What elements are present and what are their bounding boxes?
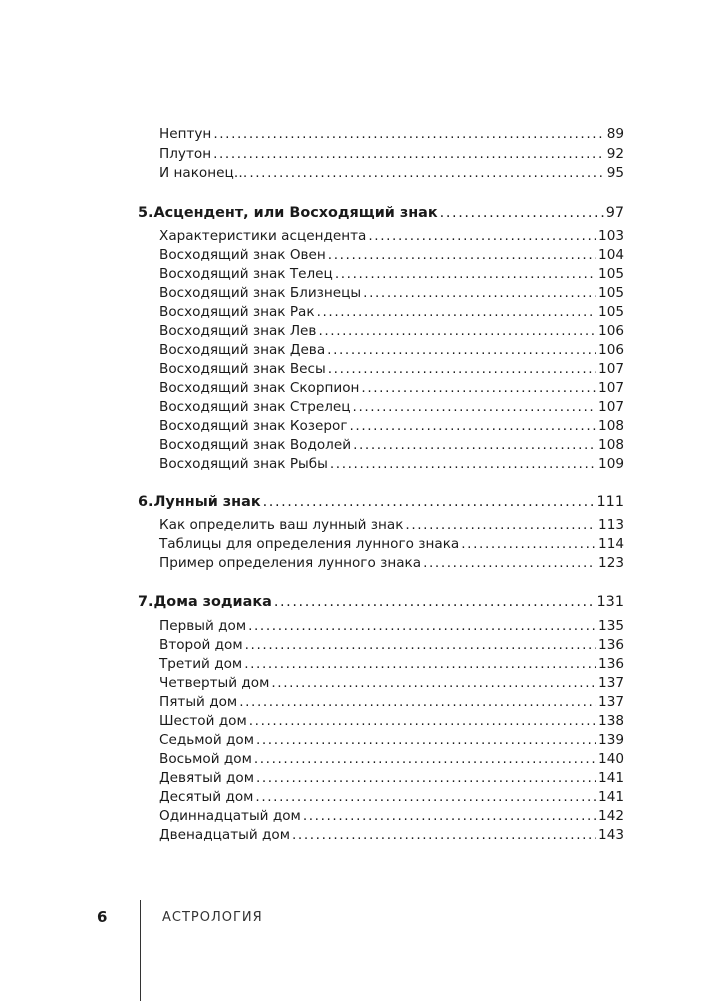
entry-title: Восходящий знак Весы bbox=[159, 361, 326, 377]
entry-title: Восходящий знак Водолей bbox=[159, 437, 352, 453]
entry-page-number: 106 bbox=[598, 342, 624, 358]
dot-leader bbox=[263, 493, 595, 511]
dot-leader bbox=[244, 655, 596, 673]
toc-entry bbox=[159, 398, 624, 416]
toc-entry bbox=[159, 164, 624, 182]
toc-entry bbox=[159, 341, 624, 359]
toc-entry bbox=[159, 674, 624, 692]
toc-entry bbox=[159, 436, 624, 454]
entry-page-number: 138 bbox=[598, 713, 624, 729]
dot-leader bbox=[303, 807, 596, 825]
entry-title: Лунный знак bbox=[153, 494, 261, 510]
toc-entry bbox=[159, 265, 624, 283]
entry-page-number: 136 bbox=[598, 637, 624, 653]
entry-title: Восходящий знак Овен bbox=[159, 247, 326, 263]
dot-leader bbox=[363, 284, 596, 302]
entry-page-number: 105 bbox=[598, 304, 624, 320]
dot-leader bbox=[328, 246, 596, 264]
entry-title: Восьмой дом bbox=[159, 751, 252, 767]
entry-page-number: 114 bbox=[598, 536, 624, 552]
entry-title: Плутон bbox=[159, 146, 212, 162]
dot-leader bbox=[239, 693, 596, 711]
entry-title: Восходящий знак Дева bbox=[159, 342, 326, 358]
dot-leader bbox=[368, 227, 596, 245]
dot-leader bbox=[254, 750, 596, 768]
entry-title: Второй дом bbox=[159, 637, 243, 653]
entry-page-number: 141 bbox=[598, 789, 624, 805]
entry-title: И наконец… bbox=[159, 165, 248, 181]
toc-entry bbox=[159, 360, 624, 378]
entry-page-number: 104 bbox=[598, 247, 624, 263]
dot-leader bbox=[256, 731, 596, 749]
entry-title: Восходящий знак Стрелец bbox=[159, 399, 351, 415]
toc-chapter-entry bbox=[138, 204, 624, 222]
toc-entry bbox=[159, 303, 624, 321]
toc-entry bbox=[159, 617, 624, 635]
entry-title: Седьмой дом bbox=[159, 732, 254, 748]
entry-page-number: 143 bbox=[598, 827, 624, 843]
entry-page-number: 136 bbox=[598, 656, 624, 672]
entry-page-number: 92 bbox=[606, 146, 624, 162]
entry-page-number: 107 bbox=[598, 380, 624, 396]
toc-entry bbox=[159, 125, 624, 143]
dot-leader bbox=[213, 145, 605, 163]
entry-page-number: 107 bbox=[598, 399, 624, 415]
toc-entry bbox=[159, 655, 624, 673]
toc-entry bbox=[159, 712, 624, 730]
entry-title: Восходящий знак Лев bbox=[159, 323, 317, 339]
entry-title: Характеристики асцендента bbox=[159, 228, 367, 244]
toc-chapter-entry bbox=[138, 593, 624, 611]
toc-entry bbox=[159, 788, 624, 806]
dot-leader bbox=[318, 322, 596, 340]
entry-page-number: 113 bbox=[598, 517, 624, 533]
dot-leader bbox=[349, 417, 596, 435]
entry-page-number: 111 bbox=[596, 494, 624, 510]
toc-entry bbox=[159, 516, 624, 534]
entry-page-number: 137 bbox=[598, 694, 624, 710]
entry-title: Восходящий знак Рак bbox=[159, 304, 315, 320]
toc-entry bbox=[159, 636, 624, 654]
entry-page-number: 137 bbox=[598, 675, 624, 691]
entry-title: Дома зодиака bbox=[153, 594, 272, 610]
dot-leader bbox=[335, 265, 596, 283]
page-number: 6 bbox=[97, 908, 108, 926]
toc-entry bbox=[159, 379, 624, 397]
dot-leader bbox=[353, 436, 596, 454]
dot-leader bbox=[423, 554, 596, 572]
entry-title: Пример определения лунного знака bbox=[159, 555, 422, 571]
entry-page-number: 103 bbox=[598, 228, 624, 244]
dot-leader bbox=[317, 303, 596, 321]
chapter-number: 7. bbox=[138, 594, 154, 610]
toc-entry bbox=[159, 535, 624, 553]
entry-page-number: 108 bbox=[598, 418, 624, 434]
entry-title: Двенадцатый дом bbox=[159, 827, 290, 843]
dot-leader bbox=[330, 455, 596, 473]
entry-page-number: 123 bbox=[598, 555, 624, 571]
entry-title: Десятый дом bbox=[159, 789, 254, 805]
toc-entry bbox=[159, 246, 624, 264]
entry-title: Восходящий знак Козерог bbox=[159, 418, 348, 434]
entry-page-number: 97 bbox=[605, 205, 624, 221]
toc-entry bbox=[159, 769, 624, 787]
entry-title: Восходящий знак Рыбы bbox=[159, 456, 328, 472]
toc-entry bbox=[159, 731, 624, 749]
entry-page-number: 109 bbox=[598, 456, 624, 472]
entry-page-number: 140 bbox=[598, 751, 624, 767]
chapter-number: 5. bbox=[138, 205, 154, 221]
entry-page-number: 141 bbox=[598, 770, 624, 786]
dot-leader bbox=[327, 341, 596, 359]
entry-title: Асцендент, или Восходящий знак bbox=[153, 205, 438, 221]
dot-leader bbox=[361, 379, 596, 397]
entry-title: Нептун bbox=[159, 126, 212, 142]
dot-leader bbox=[255, 788, 596, 806]
toc-entry bbox=[159, 227, 624, 245]
dot-leader bbox=[249, 164, 604, 182]
toc-entry bbox=[159, 826, 624, 844]
toc-entry bbox=[159, 417, 624, 435]
entry-page-number: 142 bbox=[598, 808, 624, 824]
toc-entry bbox=[159, 455, 624, 473]
entry-page-number: 105 bbox=[598, 285, 624, 301]
toc-entry bbox=[159, 554, 624, 572]
toc-entry bbox=[159, 284, 624, 302]
entry-page-number: 131 bbox=[596, 594, 624, 610]
entry-title: Одиннадцатый дом bbox=[159, 808, 301, 824]
entry-page-number: 135 bbox=[598, 618, 624, 634]
dot-leader bbox=[440, 204, 604, 222]
entry-page-number: 108 bbox=[598, 437, 624, 453]
running-title: АСТРОЛОГИЯ bbox=[162, 910, 263, 925]
toc-entry bbox=[159, 693, 624, 711]
dot-leader bbox=[328, 360, 596, 378]
entry-title: Пятый дом bbox=[159, 694, 238, 710]
entry-title: Четвертый дом bbox=[159, 675, 270, 691]
dot-leader bbox=[271, 674, 596, 692]
dot-leader bbox=[248, 617, 596, 635]
toc-entry bbox=[159, 145, 624, 163]
dot-leader bbox=[405, 516, 596, 534]
toc-entry bbox=[159, 807, 624, 825]
entry-title: Восходящий знак Скорпион bbox=[159, 380, 360, 396]
dot-leader bbox=[461, 535, 596, 553]
toc-chapter-entry bbox=[138, 493, 624, 511]
dot-leader bbox=[245, 636, 596, 654]
entry-page-number: 89 bbox=[606, 126, 624, 142]
entry-page-number: 105 bbox=[598, 266, 624, 282]
entry-title: Первый дом bbox=[159, 618, 247, 634]
toc-entry bbox=[159, 322, 624, 340]
entry-page-number: 139 bbox=[598, 732, 624, 748]
toc-entry bbox=[159, 750, 624, 768]
entry-title: Третий дом bbox=[159, 656, 243, 672]
entry-title: Таблицы для определения лунного знака bbox=[159, 536, 460, 552]
entry-title: Как определить ваш лунный знак bbox=[159, 517, 404, 533]
entry-page-number: 107 bbox=[598, 361, 624, 377]
footer-divider bbox=[140, 900, 141, 1001]
dot-leader bbox=[292, 826, 596, 844]
dot-leader bbox=[256, 769, 596, 787]
entry-title: Девятый дом bbox=[159, 770, 254, 786]
dot-leader bbox=[249, 712, 596, 730]
entry-title: Восходящий знак Телец bbox=[159, 266, 333, 282]
dot-leader bbox=[213, 125, 604, 143]
chapter-number: 6. bbox=[138, 494, 154, 510]
entry-page-number: 106 bbox=[598, 323, 624, 339]
entry-page-number: 95 bbox=[606, 165, 624, 181]
entry-title: Восходящий знак Близнецы bbox=[159, 285, 362, 301]
dot-leader bbox=[353, 398, 597, 416]
dot-leader bbox=[274, 593, 595, 611]
entry-title: Шестой дом bbox=[159, 713, 247, 729]
